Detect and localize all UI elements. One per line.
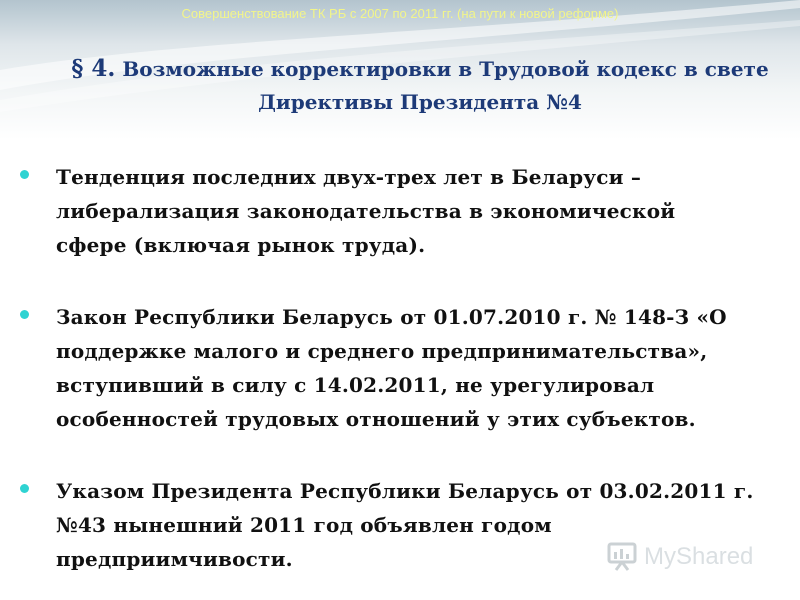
bullet-line: либерализация законодательства в экономической bbox=[56, 199, 676, 223]
bullet-line: особенностей трудовых отношений у этих субъектов. bbox=[56, 407, 696, 431]
bullet-line: Тенденция последних двух-трех лет в Беларуси – bbox=[56, 165, 642, 189]
bullet-line: предприимчивости. bbox=[56, 547, 293, 571]
bullet-line: сфере (включая рынок труда). bbox=[56, 233, 426, 257]
myshared-watermark bbox=[606, 540, 766, 574]
bullet-dot-icon bbox=[20, 170, 29, 179]
bullet-line: Указом Президента Республики Беларусь от 03.02.2011 г. bbox=[56, 479, 754, 503]
slide-title-line-1 bbox=[40, 52, 800, 86]
presentation-board-icon bbox=[606, 540, 638, 572]
watermark-text: MyShared bbox=[644, 543, 754, 570]
bullet-line: вступивший в силу с 14.02.2011, не урегулировал bbox=[56, 373, 655, 397]
bullet-line: №43 нынешний 2011 год объявлен годом bbox=[56, 513, 552, 537]
slide-title bbox=[40, 52, 800, 119]
title-text-line-1: Возможные корректировки в Трудовой кодекс в свете bbox=[122, 57, 769, 81]
bullet-line: Закон Республики Беларусь от 01.07.2010 г. № 148-З «О bbox=[56, 305, 727, 329]
bullet-dot-icon bbox=[20, 310, 29, 319]
title-text-line-2: Директивы Президента №4 bbox=[258, 90, 582, 114]
section-number: § 4. bbox=[71, 55, 116, 82]
bullet-line: поддержке малого и среднего предпринимательства», bbox=[56, 339, 708, 363]
bullet-dot-icon bbox=[20, 484, 29, 493]
header-caption: Совершенствование ТК РБ с 2007 по 2011 гг. (на пути к новой реформе) bbox=[181, 6, 619, 21]
